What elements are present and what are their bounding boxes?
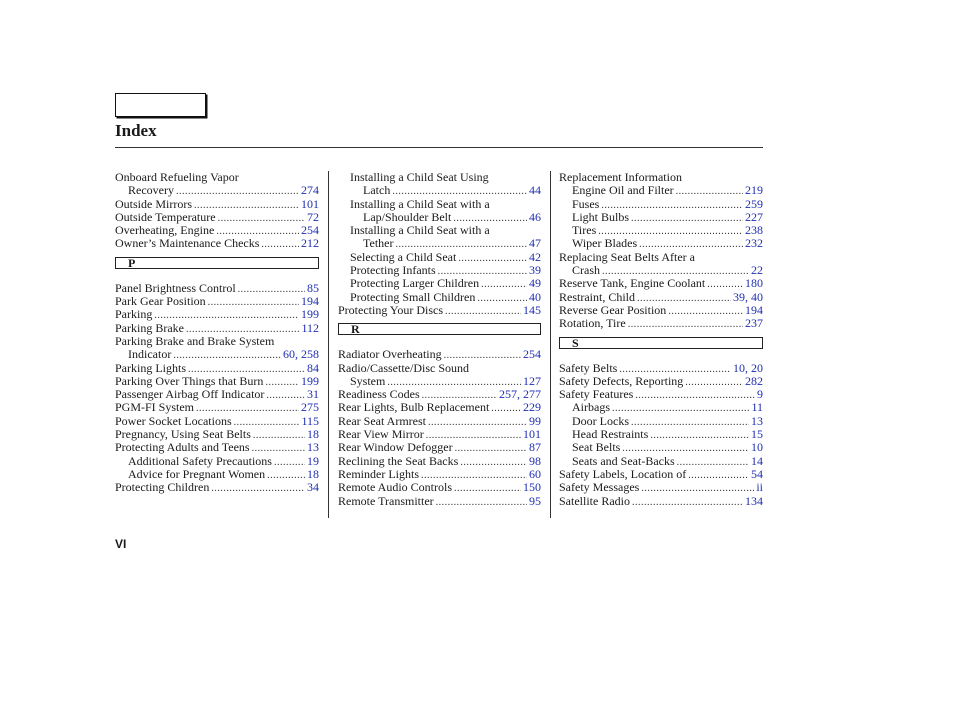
index-entry[interactable]	[115, 468, 319, 481]
index-entry-label: Safety Labels, Location of	[559, 466, 687, 481]
dot-leader	[677, 456, 749, 469]
index-entry-label: Owner’s Maintenance Checks	[115, 236, 260, 251]
index-entry-label: Replacement Information	[559, 170, 682, 184]
index-entry[interactable]	[115, 441, 319, 454]
index-entry-label: Recovery	[128, 183, 174, 198]
dot-leader	[218, 212, 305, 225]
page-link[interactable]: 199	[301, 373, 319, 388]
index-column-1	[115, 171, 319, 495]
page-title: Index	[115, 121, 157, 140]
index-entry[interactable]	[338, 415, 541, 428]
page-link[interactable]: 237	[745, 316, 763, 331]
page-link[interactable]: 257, 277	[499, 387, 541, 402]
index-entry-label: Rear View Mirror	[338, 427, 424, 442]
page-link[interactable]: 112	[301, 320, 319, 335]
index-entry[interactable]	[559, 304, 763, 317]
index-entry-label: Safety Belts	[559, 360, 618, 375]
index-entry-label: Panel Brightness Control	[115, 280, 236, 295]
page-link[interactable]: 46	[529, 209, 541, 224]
page-link[interactable]: 134	[745, 493, 763, 508]
dot-leader	[688, 469, 749, 482]
index-entry	[115, 171, 319, 184]
index-entry[interactable]	[338, 264, 541, 277]
index-entry-label: Parking	[115, 307, 153, 322]
index-entry-label: Onboard Refueling Vapor	[115, 170, 239, 184]
page-link[interactable]: 18	[307, 466, 319, 481]
index-entry-label: Rotation, Tire	[559, 316, 626, 331]
dot-leader	[481, 278, 527, 291]
dot-leader	[253, 429, 305, 442]
dot-leader	[428, 416, 527, 429]
index-entry[interactable]	[559, 468, 763, 481]
index-entry[interactable]	[338, 455, 541, 468]
page-link[interactable]: 254	[523, 347, 541, 362]
page-link[interactable]: 84	[307, 360, 319, 375]
page-link[interactable]: 194	[301, 294, 319, 309]
index-entry[interactable]	[559, 415, 763, 428]
dot-leader	[208, 296, 299, 309]
index-entry[interactable]	[338, 277, 541, 290]
index-entry-label: Rear Seat Armrest	[338, 413, 426, 428]
nav-tab-box[interactable]	[115, 93, 206, 117]
index-entry-label: Protecting Larger Children	[350, 276, 480, 291]
index-entry[interactable]	[115, 295, 319, 308]
page-link[interactable]: 212	[301, 236, 319, 251]
index-letter-heading: R	[338, 323, 541, 335]
index-entry[interactable]	[559, 184, 763, 197]
page-link[interactable]: 180	[745, 276, 763, 291]
page-link[interactable]: 229	[523, 400, 541, 415]
index-entry-label: Protecting Adults and Teens	[115, 440, 250, 455]
index-entry	[559, 251, 763, 264]
index-entry[interactable]	[115, 237, 319, 250]
index-entry	[338, 171, 541, 184]
index-entry-label: Radio/Cassette/Disc Sound	[338, 360, 469, 375]
index-entry[interactable]	[559, 211, 763, 224]
dot-leader	[454, 482, 521, 495]
index-entry[interactable]	[559, 277, 763, 290]
page-link[interactable]: 219	[745, 183, 763, 198]
dot-leader	[477, 292, 527, 305]
index-entry[interactable]	[559, 455, 763, 468]
index-entry-label: Installing a Child Seat with a	[350, 223, 490, 238]
page-link[interactable]: 232	[745, 236, 763, 251]
dot-leader	[265, 376, 299, 389]
page-link[interactable]: 31	[307, 387, 319, 402]
index-entry-label: Park Gear Position	[115, 294, 206, 309]
index-entry-label: Latch	[363, 183, 391, 198]
index-entry[interactable]	[559, 264, 763, 277]
dot-leader	[238, 283, 305, 296]
page-link[interactable]: 34	[307, 480, 319, 495]
index-entry-label: Overheating, Engine	[115, 223, 215, 238]
index-entry-label: Light Bulbs	[572, 209, 630, 224]
page-link[interactable]: 87	[529, 440, 541, 455]
index-entry[interactable]	[338, 441, 541, 454]
index-entry[interactable]	[115, 308, 319, 321]
page-link[interactable]: 14	[751, 453, 763, 468]
index-entry-label: Additional Safety Precautions	[128, 453, 272, 468]
page-link[interactable]: 18	[307, 427, 319, 442]
index-entry[interactable]	[338, 304, 541, 317]
index-entry[interactable]	[338, 428, 541, 441]
index-column-2	[338, 171, 541, 508]
index-entry-label: Power Socket Locations	[115, 413, 232, 428]
page-link[interactable]: 42	[529, 249, 541, 264]
index-entry-label: Rear Lights, Bulb Replacement	[338, 400, 490, 415]
index-entry	[338, 224, 541, 237]
page-link[interactable]: 72	[307, 209, 319, 224]
page-link[interactable]: 254	[301, 223, 319, 238]
index-entry[interactable]	[338, 348, 541, 361]
dot-leader	[266, 389, 305, 402]
index-entry-label: Reclining the Seat Backs	[338, 453, 459, 468]
index-entry[interactable]	[115, 224, 319, 237]
dot-leader	[445, 305, 521, 318]
index-entry-label: Crash	[572, 263, 600, 278]
index-entry[interactable]	[338, 401, 541, 414]
page-link[interactable]: 40	[529, 289, 541, 304]
dot-leader	[436, 496, 527, 509]
index-entry-label: Parking Over Things that Burn	[115, 373, 264, 388]
index-entry-label: Satellite Radio	[559, 493, 630, 508]
index-entry-label: Protecting Your Discs	[338, 302, 444, 317]
dot-leader	[173, 349, 281, 362]
index-entry-label: Parking Brake	[115, 320, 184, 335]
index-entry-label: Outside Temperature	[115, 209, 216, 224]
page-link[interactable]: 60, 258	[283, 347, 319, 362]
index-entry-label: Protecting Infants	[350, 263, 436, 278]
index-entry[interactable]	[559, 375, 763, 388]
index-entry-label: Seat Belts	[572, 440, 621, 455]
index-entry-label: Radiator Overheating	[338, 347, 442, 362]
dot-leader	[635, 389, 755, 402]
index-entry[interactable]	[115, 184, 319, 197]
index-entry[interactable]	[338, 468, 541, 481]
index-entry[interactable]	[559, 237, 763, 250]
page-link[interactable]: 22	[751, 263, 763, 278]
index-entry[interactable]	[338, 237, 541, 250]
index-entry-label: Indicator	[128, 347, 172, 362]
dot-leader	[211, 482, 305, 495]
index-entry[interactable]	[115, 375, 319, 388]
index-entry-label: Parking Brake and Brake System	[115, 333, 275, 348]
page-number: VI	[115, 537, 127, 551]
index-entry-label: System	[350, 373, 386, 388]
dot-leader	[668, 305, 743, 318]
dot-leader	[491, 402, 521, 415]
page-link[interactable]: 101	[301, 196, 319, 211]
index-entry[interactable]	[559, 317, 763, 330]
index-entry[interactable]	[338, 481, 541, 494]
dot-leader	[641, 482, 754, 495]
index-entry-label: Passenger Airbag Off Indicator	[115, 387, 265, 402]
page-link[interactable]: 199	[301, 307, 319, 322]
page-link[interactable]: 274	[301, 183, 319, 198]
index-entry[interactable]	[338, 495, 541, 508]
page-link[interactable]: 145	[523, 302, 541, 317]
page-link[interactable]: 15	[751, 427, 763, 442]
index-entry[interactable]	[115, 428, 319, 441]
page-link[interactable]: 227	[745, 209, 763, 224]
index-entry[interactable]	[559, 401, 763, 414]
index-entry[interactable]	[115, 198, 319, 211]
dot-leader	[676, 185, 743, 198]
title-divider	[115, 147, 763, 148]
index-entry[interactable]	[559, 441, 763, 454]
dot-leader	[631, 212, 743, 225]
index-entry-label: Pregnancy, Using Seat Belts	[115, 427, 251, 442]
page-link[interactable]: 10	[751, 440, 763, 455]
index-entry-label: Safety Messages	[559, 480, 640, 495]
index-entry[interactable]	[115, 401, 319, 414]
page-link[interactable]: ii	[756, 480, 763, 495]
index-entry[interactable]	[559, 291, 763, 304]
index-entry	[559, 171, 763, 184]
page-link[interactable]: 49	[529, 276, 541, 291]
index-entry	[338, 198, 541, 211]
index-column-3	[559, 171, 763, 508]
index-entry-label: Seats and Seat-Backs	[572, 453, 675, 468]
page-link[interactable]: 85	[307, 280, 319, 295]
index-entry[interactable]	[338, 291, 541, 304]
index-entry-label: Head Restraints	[572, 427, 649, 442]
index-entry-label: Parking Lights	[115, 360, 186, 375]
index-entry-label: Installing a Child Seat Using	[350, 170, 489, 184]
dot-leader	[455, 442, 527, 455]
dot-leader	[685, 376, 743, 389]
page-link[interactable]: 47	[529, 236, 541, 251]
dot-leader	[650, 429, 749, 442]
index-entry[interactable]	[559, 495, 763, 508]
index-entry[interactable]	[559, 481, 763, 494]
page-link[interactable]: 19	[307, 453, 319, 468]
index-entry-label: Advice for Pregnant Women	[128, 466, 266, 481]
dot-leader	[628, 318, 743, 331]
index-entry[interactable]	[115, 348, 319, 361]
dot-leader	[274, 456, 305, 469]
page-link[interactable]: 101	[523, 427, 541, 442]
page-link[interactable]: 95	[529, 493, 541, 508]
index-entry[interactable]	[115, 362, 319, 375]
dot-leader	[261, 238, 299, 251]
index-entry[interactable]	[559, 388, 763, 401]
index-entry-label: Engine Oil and Filter	[572, 183, 674, 198]
index-entry-label: Tires	[572, 223, 597, 238]
index-entry[interactable]	[559, 362, 763, 375]
page-link[interactable]: 127	[523, 373, 541, 388]
index-entry[interactable]	[115, 415, 319, 428]
index-entry[interactable]	[338, 211, 541, 224]
page-link[interactable]: 9	[757, 387, 763, 402]
index-entry-label: Door Locks	[572, 413, 629, 428]
page-link[interactable]: 10, 20	[733, 360, 763, 375]
index-entry[interactable]	[115, 388, 319, 401]
index-entry[interactable]	[338, 251, 541, 264]
index-entry-label: Installing a Child Seat with a	[350, 196, 490, 211]
index-entry-label: Remote Audio Controls	[338, 480, 452, 495]
index-entry[interactable]	[559, 198, 763, 211]
index-entry-label: Restraint, Child	[559, 289, 635, 304]
page-link[interactable]: 13	[307, 440, 319, 455]
index-entry	[115, 335, 319, 348]
page-link[interactable]: 60	[529, 466, 541, 481]
index-entry-label: Lap/Shoulder Belt	[363, 209, 452, 224]
index-entry-label: Safety Features	[559, 387, 634, 402]
page-link[interactable]: 150	[523, 480, 541, 495]
dot-leader	[631, 416, 749, 429]
index-entry[interactable]	[115, 282, 319, 295]
page-link[interactable]: 282	[745, 373, 763, 388]
index-entry[interactable]	[115, 481, 319, 494]
column-divider	[550, 171, 551, 518]
index-entry[interactable]	[559, 224, 763, 237]
page-link[interactable]: 99	[529, 413, 541, 428]
dot-leader	[458, 252, 527, 265]
index-entry-label: Readiness Codes	[338, 387, 420, 402]
page-link[interactable]: 238	[745, 223, 763, 238]
dot-leader	[632, 496, 743, 509]
index-entry-label: PGM-FI System	[115, 400, 195, 415]
index-entry[interactable]	[115, 322, 319, 335]
index-entry[interactable]	[115, 211, 319, 224]
index-entry-label: Airbags	[572, 400, 610, 415]
index-entry-label: Replacing Seat Belts After a	[559, 249, 695, 264]
page-link[interactable]: 39, 40	[733, 289, 763, 304]
index-entry-label: Tether	[363, 236, 394, 251]
page-link[interactable]: 39	[529, 263, 541, 278]
page-link[interactable]: 275	[301, 400, 319, 415]
dot-leader	[460, 456, 527, 469]
index-entry-label: Protecting Children	[115, 480, 210, 495]
page-link[interactable]: 115	[301, 413, 319, 428]
page-link[interactable]: 54	[751, 466, 763, 481]
dot-leader	[267, 469, 305, 482]
column-divider	[328, 171, 329, 518]
page-link[interactable]: 259	[745, 196, 763, 211]
index-entry-label: Outside Mirrors	[115, 196, 192, 211]
page-link[interactable]: 194	[745, 302, 763, 317]
index-entry[interactable]	[338, 388, 541, 401]
index-entry-label: Safety Defects, Reporting	[559, 373, 684, 388]
page-link[interactable]: 11	[751, 400, 763, 415]
index-entry-label: Reserve Tank, Engine Coolant	[559, 276, 706, 291]
page-link[interactable]: 98	[529, 453, 541, 468]
index-entry-label: Selecting a Child Seat	[350, 249, 457, 264]
index-letter-heading: S	[559, 337, 763, 349]
index-entry[interactable]	[338, 184, 541, 197]
index-letter-heading: P	[115, 257, 319, 269]
index-entry	[338, 362, 541, 375]
index-entry[interactable]	[559, 428, 763, 441]
index-entry[interactable]	[115, 455, 319, 468]
page-link[interactable]: 44	[529, 183, 541, 198]
index-entry-label: Remote Transmitter	[338, 493, 434, 508]
index-entry-label: Reminder Lights	[338, 466, 419, 481]
index-entry-label: Rear Window Defogger	[338, 440, 453, 455]
index-entry-label: Protecting Small Children	[350, 289, 476, 304]
index-entry-label: Fuses	[572, 196, 600, 211]
page-link[interactable]: 13	[751, 413, 763, 428]
index-entry-label: Wiper Blades	[572, 236, 638, 251]
index-entry[interactable]	[338, 375, 541, 388]
dot-leader	[176, 185, 299, 198]
index-entry-label: Reverse Gear Position	[559, 302, 667, 317]
dot-leader	[612, 402, 749, 415]
